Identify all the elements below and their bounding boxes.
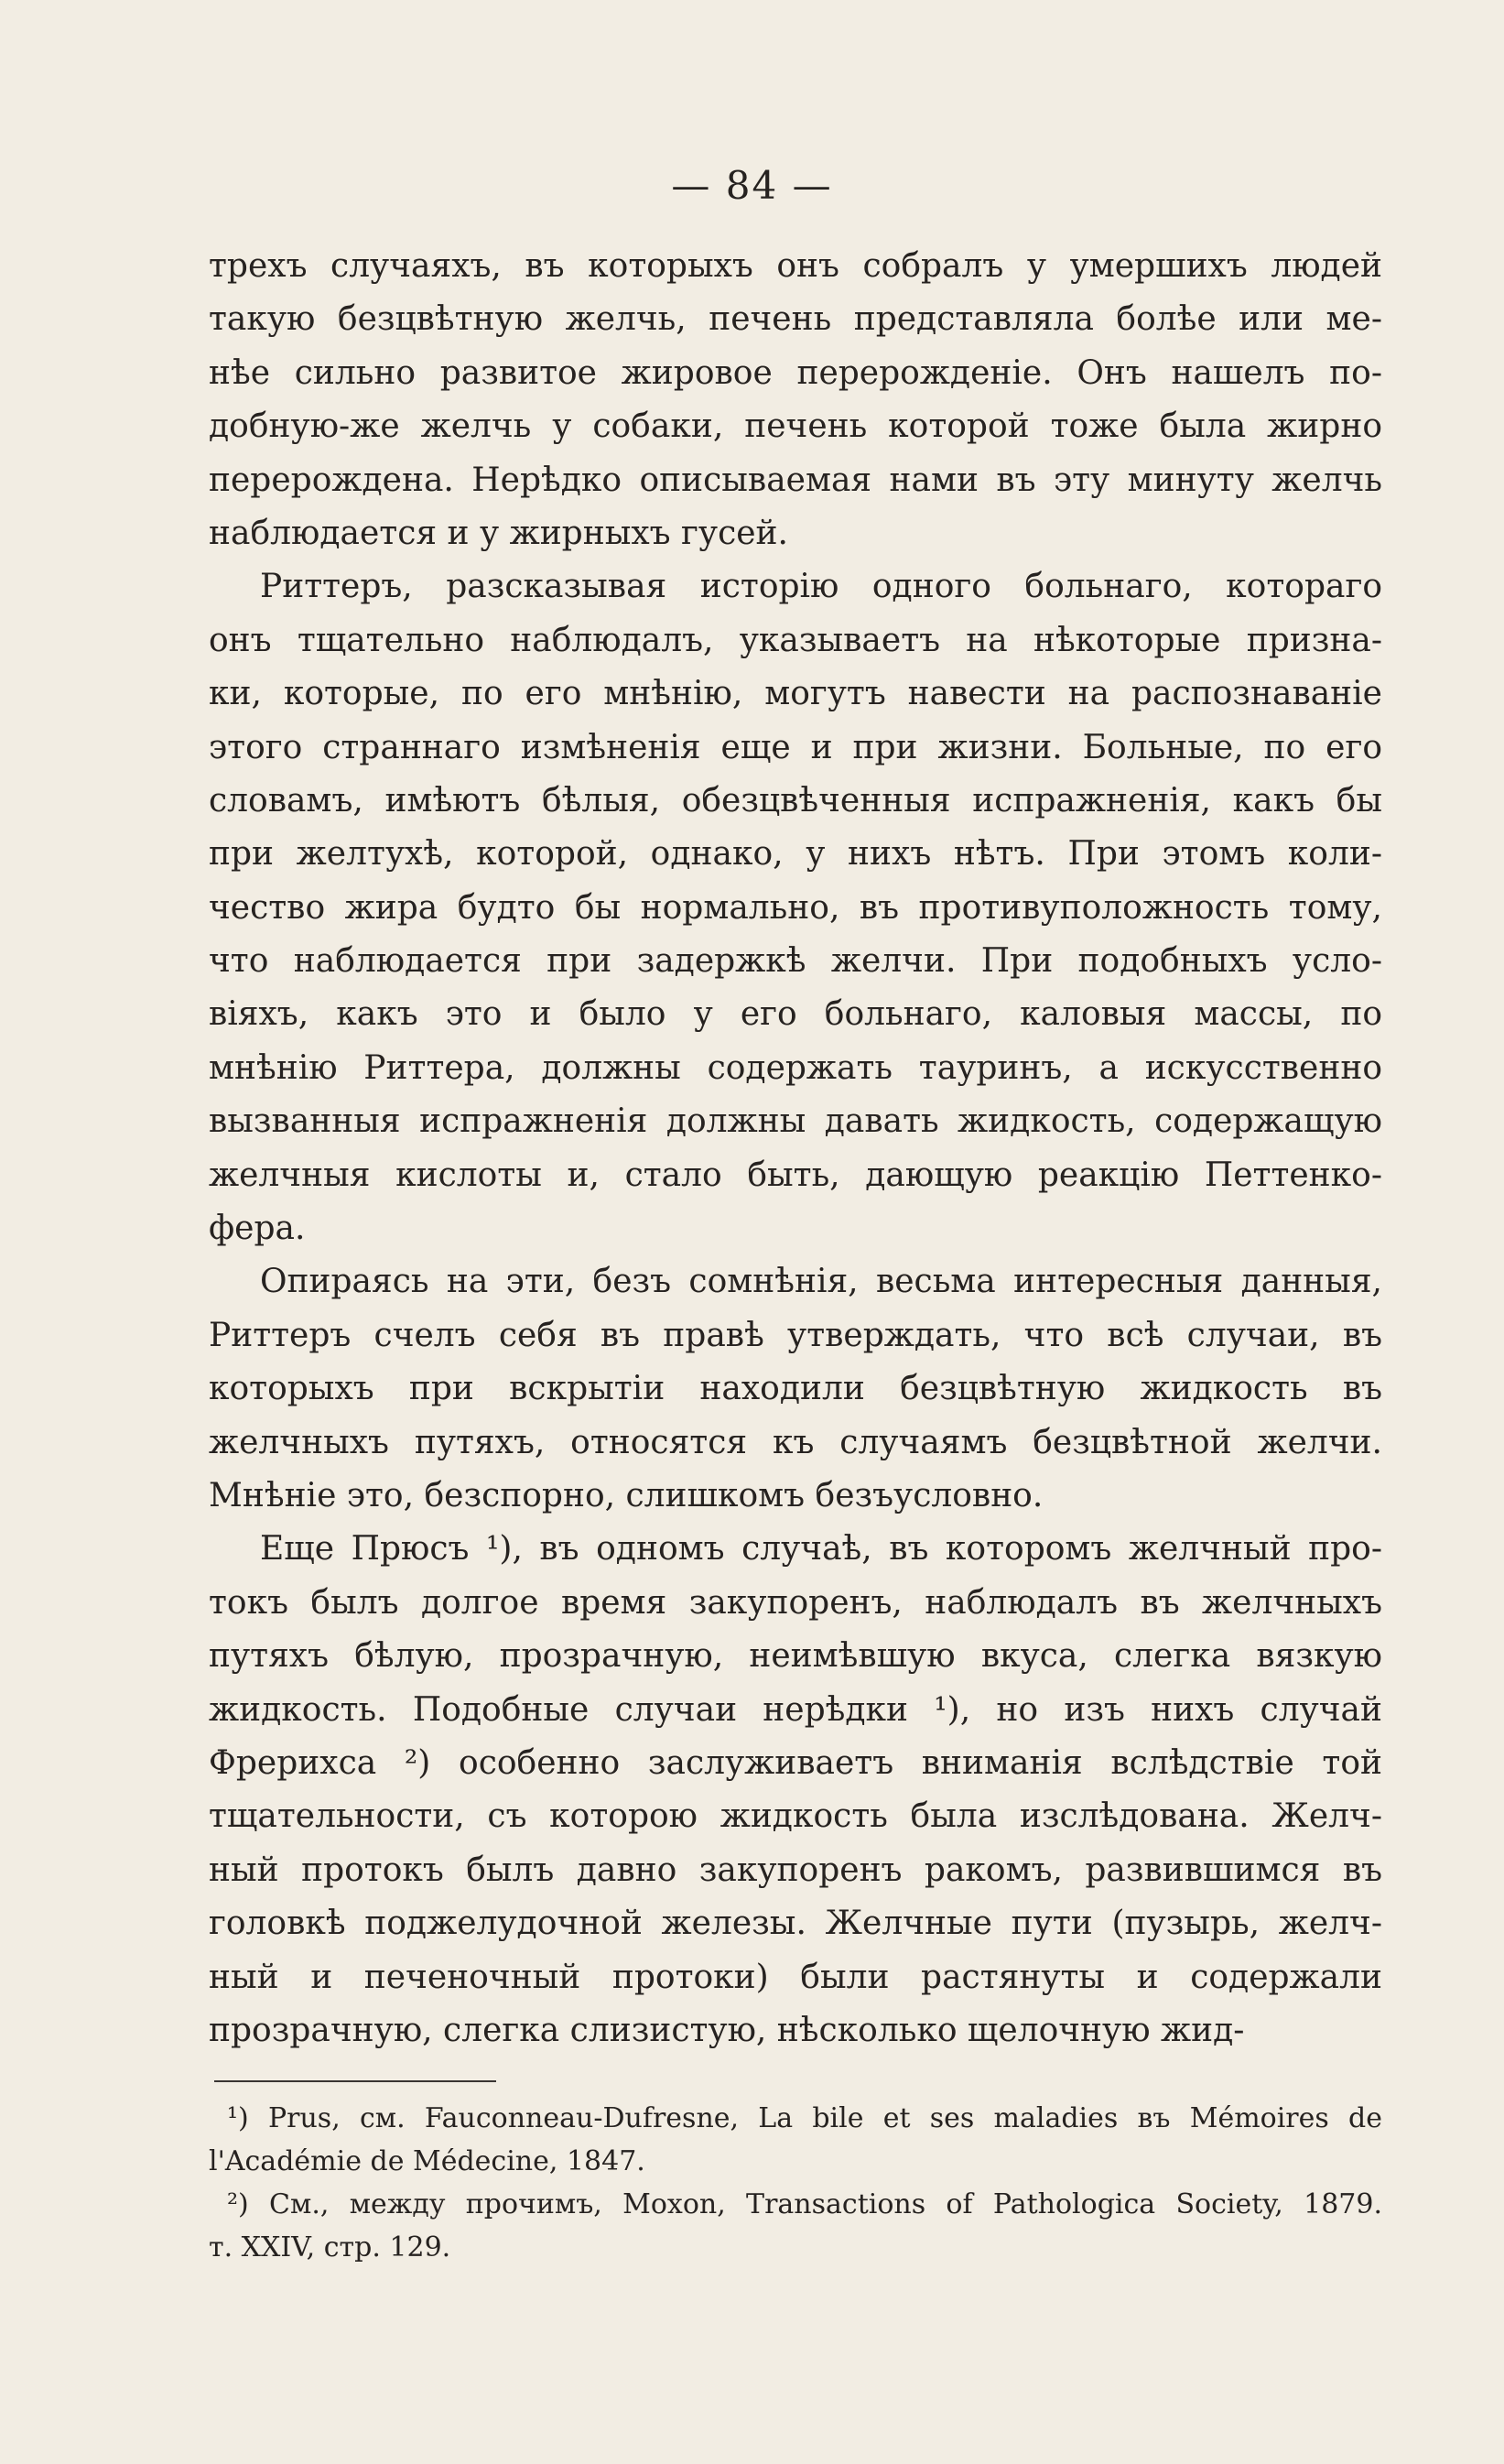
- text-line: что наблюдается при задержкѣ желчи. При подобныхъ усло-: [209, 942, 1382, 981]
- text-line: чество жира будто бы нормально, въ противуположность тому,: [209, 888, 1382, 927]
- paragraph: [209, 240, 1382, 560]
- text-line: ный протокъ былъ давно закупоренъ ракомъ, развившимся въ: [209, 1851, 1382, 1889]
- text-line: трехъ случаяхъ, въ которыхъ онъ собралъ у умершихъ людей: [209, 247, 1382, 285]
- text-line: прозрачную, слегка слизистую, нѣсколько щелочную жид-: [209, 2011, 1245, 2049]
- text-line: при желтухѣ, которой, однако, у нихъ нѣтъ. При этомъ коли-: [209, 835, 1382, 874]
- text-line: этого страннаго измѣненія еще и при жизни. Больные, по его: [209, 728, 1382, 766]
- text-line: тщательности, съ которою жидкость была изслѣдована. Желч-: [209, 1797, 1382, 1836]
- text-line: вызванныя испражненія должны давать жидкость, содержащую: [209, 1102, 1382, 1141]
- text-line: ки, которые, по его мнѣнію, могутъ навести на распознаваніе: [209, 675, 1382, 713]
- text-line: нѣе сильно развитое жировое перерожденіе. Онъ нашелъ по-: [209, 353, 1382, 392]
- footnote-line: ²) См., между прочимъ, Moxon, Transactions of Pathologica Society, 1879.: [227, 2188, 1382, 2220]
- text-line: добную-же желчь у собаки, печень которой тоже была жирно: [209, 407, 1382, 446]
- text-line: фера.: [209, 1210, 306, 1248]
- text-line: путяхъ бѣлую, прозрачную, неимѣвшую вкуса, слегка вязкую: [209, 1637, 1382, 1676]
- text-line: наблюдается и у жирныхъ гусей.: [209, 514, 788, 552]
- text-line: Риттеръ, разсказывая исторію одного больнаго, котораго: [260, 568, 1382, 606]
- text-line: головкѣ поджелудочной железы. Желчные пути (пузырь, желч-: [209, 1905, 1382, 1943]
- text-line: ный и печеночный протоки) были растянуты и содержали: [209, 1958, 1382, 1996]
- footnote-divider: [214, 2080, 496, 2082]
- footnote-line: l'Académie de Médecine, 1847.: [209, 2145, 645, 2177]
- text-line: желчныя кислоты и, стало быть, дающую реакцію Петтенко-: [209, 1156, 1382, 1194]
- footnote-line: ¹) Prus, см. Fauconneau-Dufresne, La bile et ses maladies въ Mémoires de: [227, 2102, 1382, 2134]
- text-line: жидкость. Подобные случаи нерѣдки ¹), но изъ нихъ случай: [209, 1690, 1382, 1729]
- footnote: [209, 2183, 1382, 2269]
- body-text: [209, 240, 1382, 2057]
- text-line: онъ тщательно наблюдалъ, указываетъ на нѣкоторые призна-: [209, 621, 1382, 659]
- page-number: — 84 —: [671, 163, 833, 208]
- text-line: такую безцвѣтную желчь, печень представляла болѣе или ме-: [209, 300, 1382, 339]
- paragraph: [209, 560, 1382, 1255]
- text-line: Опираясь на эти, безъ сомнѣнія, весьма интересныя данныя,: [260, 1263, 1382, 1301]
- text-line: Мнѣніе это, безспорно, слишкомъ безъусловно.: [209, 1476, 1044, 1514]
- text-line: Риттеръ счелъ себя въ правѣ утверждать, что всѣ случаи, въ: [209, 1316, 1382, 1354]
- footnote-line: т. XXIV, стр. 129.: [209, 2231, 451, 2263]
- text-line: мнѣнію Риттера, должны содержать тауринъ, а искусственно: [209, 1048, 1382, 1087]
- text-line: которыхъ при вскрытіи находили безцвѣтную жидкость въ: [209, 1370, 1382, 1408]
- text-line: Фрерихса ²) особенно заслуживаетъ вниманія вслѣдствіе той: [209, 1743, 1382, 1782]
- text-line: перерождена. Нерѣдко описываемая нами въ эту минуту желчь: [209, 461, 1382, 499]
- text-line: Еще Прюсъ ¹), въ одномъ случаѣ, въ которомъ желчный про-: [260, 1530, 1382, 1568]
- footnotes: [209, 2097, 1382, 2269]
- text-line: віяхъ, какъ это и было у его больнаго, каловыя массы, по: [209, 995, 1382, 1034]
- text-line: словамъ, имѣютъ бѣлыя, обезцвѣченныя испражненія, какъ бы: [209, 781, 1382, 820]
- paragraph: [209, 1523, 1382, 2057]
- footnote: [209, 2097, 1382, 2183]
- text-line: желчныхъ путяхъ, относятся къ случаямъ безцвѣтной желчи.: [209, 1423, 1382, 1461]
- text-line: токъ былъ долгое время закупоренъ, наблюдалъ въ желчныхъ: [209, 1583, 1382, 1622]
- paragraph: [209, 1255, 1382, 1523]
